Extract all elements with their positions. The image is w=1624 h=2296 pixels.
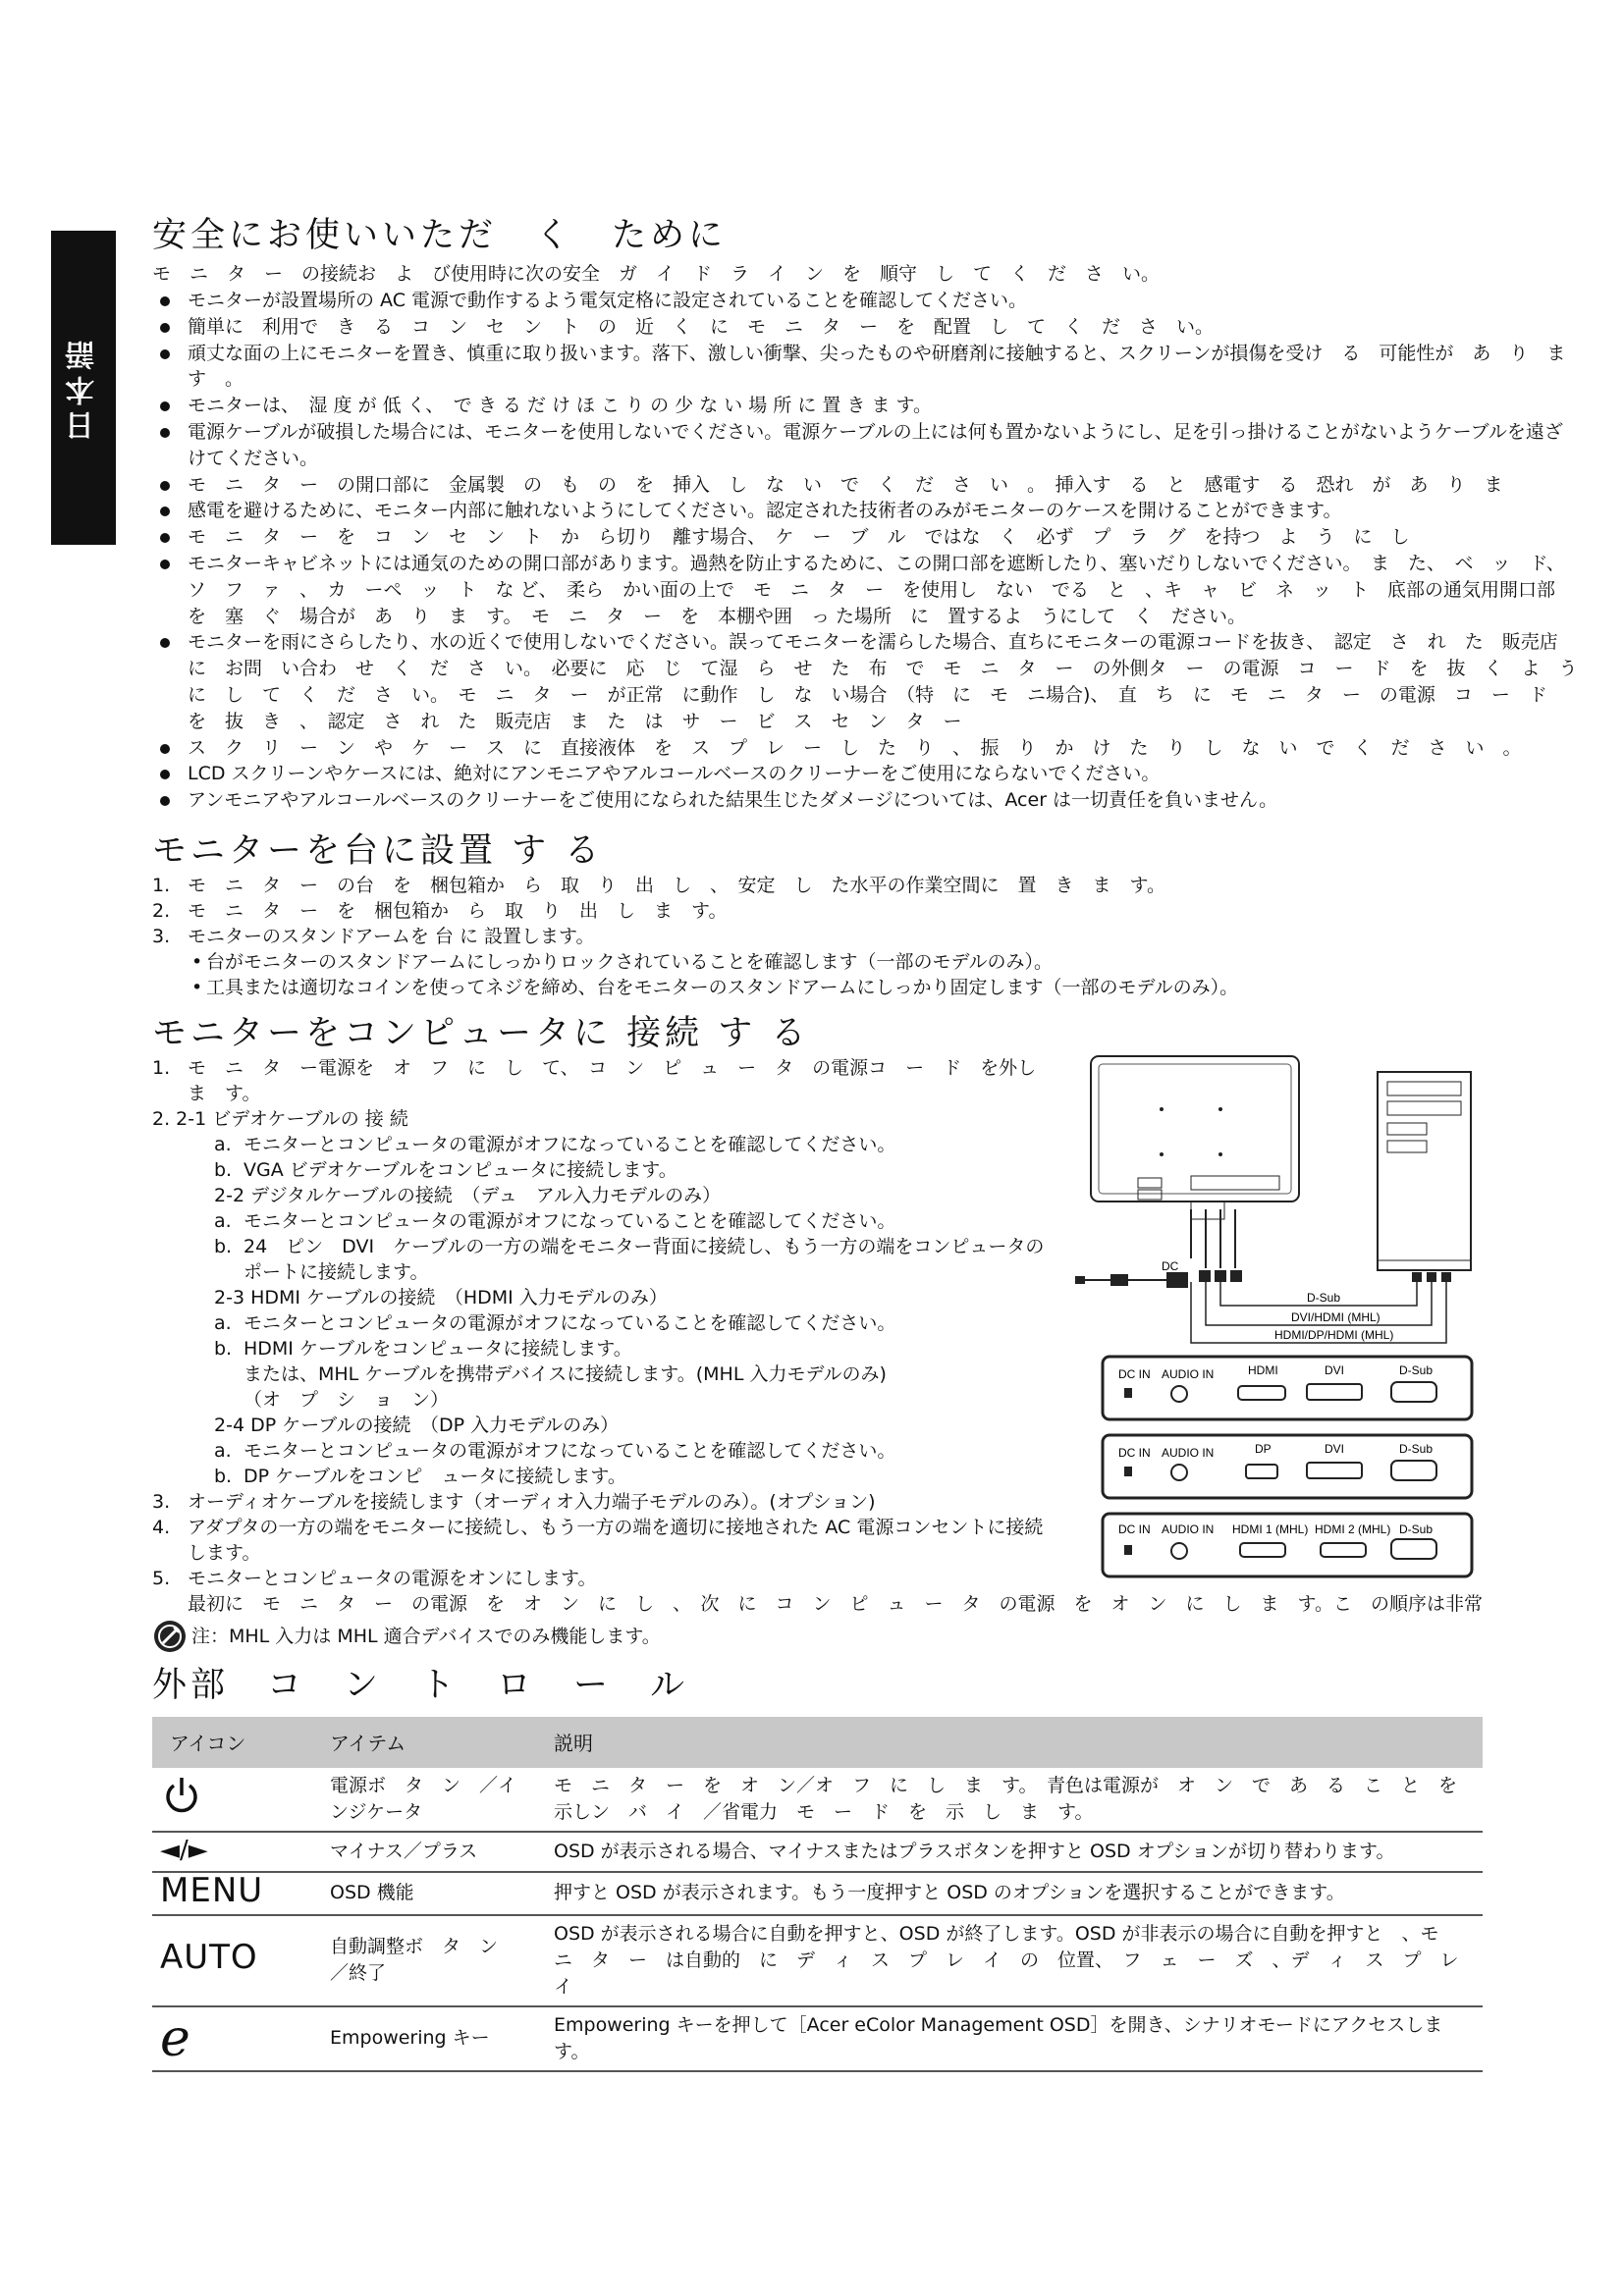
safety-item: アンモニアやアルコールベースのクリーナーをご使用になられた結果生じたダメージについては、Acer は一切責任を負いません。 <box>152 787 1581 814</box>
step-text: 24 ピン DVI ケーブルの一方の端をモニター背面に接続し、もう一方の端をコンピュータのポートに接続します。 <box>244 1235 1045 1283</box>
vga-step-a <box>152 1132 1051 1157</box>
table-header-row <box>152 1717 1483 1768</box>
note-icon <box>152 1619 188 1654</box>
step-number: 4. <box>152 1516 171 1538</box>
hdmi-dp-label: HDMI/DP/HDMI (MHL) <box>1274 1328 1394 1342</box>
connect-step <box>152 1055 1056 1106</box>
mhl-note <box>152 1619 1586 1654</box>
safety-item: 簡単に 利用で き る コ ン セ ン ト の 近 く に モ ニ タ ー を 配置 し て く だ さ い。 <box>152 314 1581 341</box>
panel2-dp: DP <box>1255 1442 1272 1456</box>
stand-step <box>152 898 1586 924</box>
safety-item: LCD スクリーンやケースには、絶対にアンモニアやアルコールベースのクリーナーをご使用にならないでください。 <box>152 761 1581 787</box>
table-row <box>152 1872 1483 1915</box>
step-text: HDMI ケーブルをコンピュータに接続します。 <box>244 1337 632 1360</box>
icon-cell <box>152 1872 312 1915</box>
connect-step <box>152 1566 1051 1591</box>
panel1-audio: AUDIO IN <box>1162 1367 1215 1381</box>
connect-step <box>152 1489 1051 1515</box>
table-row <box>152 1832 1483 1872</box>
dc-label: DC <box>1162 1259 1179 1273</box>
icon-cell <box>152 1768 312 1832</box>
language-tab-label: 日本語 <box>66 335 100 441</box>
step-letter: b. <box>214 1235 233 1257</box>
panel1-hdmi: HDMI <box>1248 1363 1278 1377</box>
dvi-heading: 2-2 デジタルケーブルの接続 （デュ アル入力モデルのみ） <box>214 1184 722 1206</box>
panel3-hdmi1: HDMI 1 (MHL) <box>1232 1522 1309 1536</box>
stand-step <box>152 924 1586 949</box>
item-cell: OSD 機能 <box>312 1872 536 1915</box>
item-cell: Empowering キー <box>312 2006 536 2071</box>
safety-section <box>152 214 1597 814</box>
hdmi-step-c: または、MHL ケーブルを携帯デバイスに接続します。(MHL 入力モデルのみ) <box>244 1362 887 1385</box>
panel3-audio: AUDIO IN <box>1162 1522 1215 1536</box>
safety-title: 安全にお使いいただ く ために <box>152 216 728 255</box>
dp-heading: 2-4 DP ケーブルの接続 （DP 入力モデルのみ） <box>214 1414 620 1436</box>
dvi-hdmi-label: DVI/HDMI (MHL) <box>1291 1310 1380 1324</box>
connect-step-5-continued <box>152 1591 1581 1617</box>
desc-cell: OSD が表示される場合、マイナスまたはプラスボタンを押すと OSD オプションが切り替わります。 <box>536 1832 1483 1872</box>
icon-cell <box>152 1832 312 1872</box>
step-text: モニターとコンピュータの電源がオフになっていることを確認してください。 <box>244 1133 896 1155</box>
note-text: 注：MHL 入力は MHL 適合デバイスでのみ機能します。 <box>191 1625 661 1647</box>
vga-step-b <box>152 1157 1051 1183</box>
step-letter: a. <box>214 1311 232 1334</box>
step-number: 5. <box>152 1567 171 1589</box>
empowering-icon: e <box>160 2008 190 2068</box>
item-cell: マイナス／プラス <box>312 1832 536 1872</box>
hdmi-heading: 2-3 HDMI ケーブルの接続 （HDMI 入力モデルのみ） <box>214 1286 668 1308</box>
hdmi-step-b <box>152 1336 1051 1362</box>
dvi-step-b <box>152 1234 1051 1285</box>
connection-diagram-graphic <box>1073 1052 1486 1582</box>
hdmi-step-c-option: （オ プ シ ョ ン） <box>244 1388 450 1411</box>
step-letter: a. <box>214 1209 232 1232</box>
step-text: 最初に モ ニ タ ー の電源 を オ ン に し 、 次 に コ ン ピ ュ ー タ の電源 を オ ン に し ま す。こ の順序は非常 <box>188 1592 1483 1615</box>
hdmi-step-a <box>152 1310 1051 1336</box>
safety-item: モ ニ タ ー の開口部に 金属製 の も の を 挿入 し な い で く だ さ い 。 挿入す る と 感電す る 恐れ が あ り ま <box>152 472 1581 499</box>
step-number: 1. <box>152 874 171 896</box>
safety-item: 電源ケーブルが破損した場合には、モニターを使用しないでください。電源ケーブルの上には何も置かないようにし、足を引っ掛けることがないようケーブルを遠ざけてください。 <box>152 419 1581 472</box>
stand-title: モニターを台に設置 す る <box>152 830 604 871</box>
language-tab <box>51 231 116 545</box>
step-text: アダプタの一方の端をモニターに接続し、もう一方の端を適切に接地された AC 電源コンセントに接続します。 <box>188 1516 1044 1564</box>
stand-section <box>152 829 1586 1000</box>
step-number: 3. <box>152 925 171 947</box>
safety-item: ス ク リ ー ン や ケ ー ス に 直接液体 を ス プ レ ー し た り 、 振 り か け た り し な い で く だ さ い 。 <box>152 735 1581 762</box>
step-text: モ ニ タ ー の台 を 梱包箱か ら 取 り 出 し 、 安定 し た水平の作業空間に 置 き ま す。 <box>188 874 1165 896</box>
panel2-dsub: D-Sub <box>1399 1442 1434 1456</box>
desc-cell: 押すと OSD が表示されます。もう一度押すと OSD のオプションを選択することができます。 <box>536 1872 1483 1915</box>
step-text: モ ニ タ ー を 梱包箱か ら 取 り 出 し ま す。 <box>188 899 728 922</box>
safety-item: 感電を避けるために、モニター内部に触れないようにしてください。認定された技術者のみがモニターのケースを開けることができます。 <box>152 498 1581 524</box>
step-letter: a. <box>214 1133 232 1155</box>
step-number: 1. <box>152 1056 171 1079</box>
safety-item: モ ニ タ ー を コ ン セ ン ト か ら切り 離す場合、 ケ ー ブ ル ではな く 必ず プ ラ グ を持つ よ う に し <box>152 524 1581 551</box>
panel2-audio: AUDIO IN <box>1162 1446 1215 1460</box>
step-text: モ ニ タ ー電源を オ フ に し て、 コ ン ピ ュ ー タ の電源コ ー ド を外し ま す。 <box>188 1056 1056 1104</box>
connection-diagram <box>1073 1052 1486 1582</box>
step-number: 2. <box>152 899 171 922</box>
panel1-dsub: D-Sub <box>1399 1363 1434 1377</box>
auto-icon: AUTO <box>160 1938 258 1978</box>
safety-item: 頑丈な面の上にモニターを置き、慎重に取り扱います。落下、激しい衝撃、尖ったものや研磨剤に接触すると、スクリーンが損傷を受け る 可能性が あ り ま す 。 <box>152 341 1581 394</box>
step-letter: b. <box>214 1337 233 1360</box>
dsub-label: D-Sub <box>1307 1291 1341 1305</box>
connect-title: モニターをコンピュータに 接続 す る <box>152 1013 810 1053</box>
table-row <box>152 1768 1483 1832</box>
panel2-dcin: DC IN <box>1118 1446 1151 1460</box>
desc-cell: モ ニ タ ー を オ ン／オ フ に し ま す。 青色は電源が オ ン で あ る こ と を示しン バ イ ／省電力 モ ー ド を 示 し ま す。 <box>536 1768 1483 1832</box>
connect-step <box>152 1515 1051 1566</box>
panel3-dsub: D-Sub <box>1399 1522 1434 1536</box>
dvi-step-a <box>152 1208 1051 1234</box>
safety-list <box>152 288 1597 814</box>
icon-cell <box>152 2006 312 2071</box>
safety-item: モニターが設置場所の AC 電源で動作するよう電気定格に設定されていることを確認してください。 <box>152 288 1581 314</box>
table-row <box>152 1915 1483 2006</box>
step-text: DP ケーブルをコンピ ュータに接続します。 <box>244 1465 626 1487</box>
step-letter: b. <box>214 1158 233 1181</box>
external-controls-title: 外部 コ ン ト ロ ー ル <box>152 1665 689 1705</box>
step-text: モニターのスタンドアームを 台 に 設置します。 <box>188 925 595 947</box>
safety-item: モニターキャビネットには通気のための開口部があります。過熱を防止するために、この開口部を遮断したり、塞いだりしないでください。 ま た、 ベ ッ ド、 ソ フ ァ 、 カ ーペ ッ ト な ど、 柔ら かい面の上で モ ニ タ ー を使用し ない でる と 、キ ャ ビ ネ ッ ト 底部の通気用開口部 を 塞 ぐ 場合が あ り ま す。 モ ニ タ ー を 本棚や囲 っ た場所 に 置するよ うにして く ださい。 <box>152 551 1581 629</box>
step-letter: a. <box>214 1439 232 1462</box>
external-controls-section <box>152 1664 1586 2072</box>
connect-steps <box>152 1055 1056 1591</box>
header-desc: 説明 <box>536 1717 1483 1768</box>
header-icon: アイコン <box>152 1717 312 1768</box>
desc-cell: OSD が表示される場合に自動を押すと、OSD が終了します。OSD が非表示の場合に自動を押すと 、モ ニ タ ー は自動的 に デ ィ ス プ レ イ の 位置、 フ ェ ー ズ 、デ ィ ス プ レ イ <box>536 1915 1483 2006</box>
panel1-dcin: DC IN <box>1118 1367 1151 1381</box>
step-text: モニターとコンピュータの電源がオフになっていることを確認してください。 <box>244 1209 896 1232</box>
panel3-dcin: DC IN <box>1118 1522 1151 1536</box>
menu-icon: MENU <box>160 1870 264 1910</box>
item-cell: 自動調整ボ タ ン ／終了 <box>312 1915 536 2006</box>
desc-cell: Empowering キーを押して［Acer eColor Management OSD］を開き、シナリオモードにアクセスします。 <box>536 2006 1483 2071</box>
safety-intro: モ ニ タ ー の接続お よ び使用時に次の安全 ガ イ ド ラ イ ン を 順守 し て く だ さ い。 <box>152 263 1161 285</box>
panel1-dvi: DVI <box>1325 1363 1345 1377</box>
minus-plus-icon: ◄/► <box>160 1835 208 1865</box>
power-icon <box>160 1774 203 1817</box>
header-item: アイテム <box>312 1717 536 1768</box>
panel2-dvi: DVI <box>1325 1442 1345 1456</box>
icon-cell <box>152 1915 312 2006</box>
safety-item: モニターは、 湿 度 が 低 く、 で き る だ け ほ こ り の 少 な い 場 所 に 置 き ま す。 <box>152 393 1581 419</box>
step-text: VGA ビデオケーブルをコンピュータに接続します。 <box>244 1158 677 1181</box>
dp-step-a <box>152 1438 1051 1464</box>
stand-subitem: • 台がモニターのスタンドアームにしっかりロックされていることを確認します（一部のモデルのみ）。 <box>152 949 1586 975</box>
video-cable-heading: 2. 2-1 ビデオケーブルの 接 続 <box>152 1107 408 1130</box>
table-row <box>152 2006 1483 2071</box>
safety-item: モニターを雨にさらしたり、水の近くで使用しないでください。誤ってモニターを濡らした場合、直ちにモニターの電源コードを抜き、 認定 さ れ た 販売店 に お問 い合わ せ く だ さ い。 必要に 応 じ て湿 ら せ た 布 で モ ニ タ ー の外側タ ー の電源 コ ー ド を 抜 く よ う に し て く だ さ い。 モ ニ タ ー が正常 に動作 し な い場合 （特 に モ ニ場合)、 直 ち に モ ニ タ ー の電源 コ ー ド を 抜 き 、 認定 さ れ た 販売店 ま た は サ ー ビ ス セ ン タ ー <box>152 629 1581 734</box>
step-text: モニターとコンピュータの電源をオンにします。 <box>188 1567 597 1589</box>
stand-step <box>152 873 1586 898</box>
step-text: モニターとコンピュータの電源がオフになっていることを確認してください。 <box>244 1311 896 1334</box>
item-cell: 電源ボ タ ン ／インジケータ <box>312 1768 536 1832</box>
dp-step-b <box>152 1464 1051 1489</box>
stand-subitem: • 工具または適切なコインを使ってネジを締め、台をモニターのスタンドアームにしっかり固定します（一部のモデルのみ）。 <box>152 975 1586 1000</box>
step-text: オーディオケーブルを接続します（オーディオ入力端子モデルのみ）。(オプション) <box>188 1490 876 1513</box>
controls-table <box>152 1717 1483 2072</box>
step-text: モニターとコンピュータの電源がオフになっていることを確認してください。 <box>244 1439 896 1462</box>
step-number: 3. <box>152 1490 171 1513</box>
panel3-hdmi2: HDMI 2 (MHL) <box>1315 1522 1391 1536</box>
step-letter: b. <box>214 1465 233 1487</box>
